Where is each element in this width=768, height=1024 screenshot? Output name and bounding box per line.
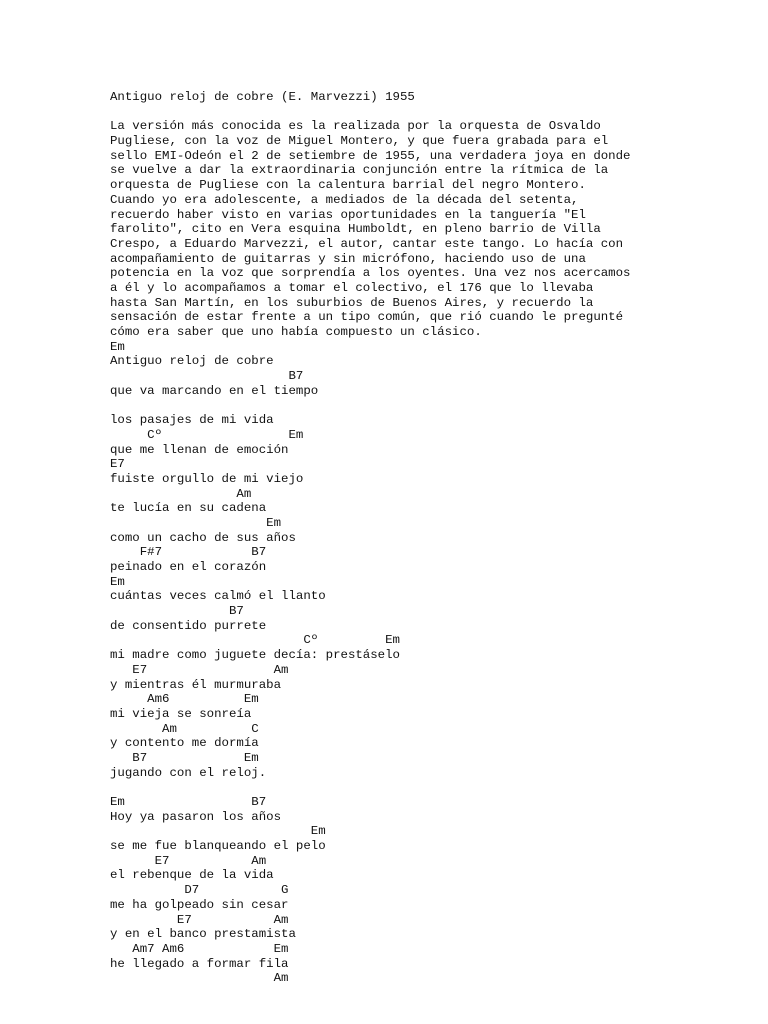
text-line: acompañamiento de guitarras y sin micrófono, haciendo uso de una xyxy=(110,251,586,266)
chord-line: F#7 B7 xyxy=(110,545,267,560)
chord-line: Em xyxy=(110,824,326,839)
text-line: los pasajes de mi vida xyxy=(110,413,274,428)
text-line: mi vieja se sonreía xyxy=(110,706,252,721)
text-line: orquesta de Pugliese con la calentura barrial del negro Montero. xyxy=(110,178,586,193)
chord-line: Am6 Em xyxy=(110,692,259,707)
blank-line xyxy=(110,398,760,413)
lyrics-document xyxy=(110,90,760,986)
text-line: potencia en la voz que sorprendía a los oyentes. Una vez nos acercamos xyxy=(110,266,631,281)
text-line: te lucía en su cadena xyxy=(110,501,267,516)
text-line: como un cacho de sus años xyxy=(110,530,296,545)
chord-line: E7 Am xyxy=(110,912,289,927)
chord-line: E7 Am xyxy=(110,662,289,677)
text-line: y mientras él murmuraba xyxy=(110,677,282,692)
text-line: el rebenque de la vida xyxy=(110,868,274,883)
blank-line xyxy=(110,105,760,120)
chord-line: Am C xyxy=(110,721,259,736)
chord-line: Am7 Am6 Em xyxy=(110,941,289,956)
chord-line: Cº Em xyxy=(110,633,400,648)
text-line: sensación de estar frente a un tipo común, que rió cuando le pregunté xyxy=(110,310,624,325)
text-line: farolito", cito en Vera esquina Humboldt, en pleno barrio de Villa xyxy=(110,222,601,237)
text-line: mi madre como juguete decía: prestáselo xyxy=(110,648,400,663)
chord-line: Em xyxy=(110,515,282,530)
text-line: Pugliese, con la voz de Miguel Montero, y que fuera grabada para el xyxy=(110,134,609,149)
text-line: que va marcando en el tiempo xyxy=(110,383,319,398)
chord-line: D7 G xyxy=(110,883,289,898)
text-line: y en el banco prestamista xyxy=(110,927,296,942)
text-line: La versión más conocida es la realizada por la orquesta de Osvaldo xyxy=(110,119,601,134)
text-line: de consentido purrete xyxy=(110,618,267,633)
chord-line: E7 xyxy=(110,457,125,472)
chord-line: Em xyxy=(110,339,125,354)
chord-line: Em xyxy=(110,574,125,589)
text-line: cuántas veces calmó el llanto xyxy=(110,589,326,604)
text-line: cómo era saber que uno había compuesto un clásico. xyxy=(110,325,482,339)
text-line: fuiste orgullo de mi viejo xyxy=(110,471,304,486)
text-line: y contento me dormía xyxy=(110,736,259,751)
text-line: recuerdo haber visto en varias oportunidades en la tanguería "El xyxy=(110,207,586,222)
chord-line: Cº Em xyxy=(110,427,304,442)
text-line: que me llenan de emoción xyxy=(110,442,289,457)
chord-line: B7 xyxy=(110,369,304,384)
chord-line: Am xyxy=(110,486,252,501)
text-line: se vuelve a dar la extraordinaria conjunción entre la rítmica de la xyxy=(110,163,609,178)
text-line: a él y lo acompañamos a tomar el colectivo, el 176 que lo llevaba xyxy=(110,280,594,295)
chord-line: Em B7 xyxy=(110,795,267,809)
chord-line: B7 Em xyxy=(110,750,259,765)
text-line: jugando con el reloj. xyxy=(110,765,267,780)
text-line: Crespo, a Eduardo Marvezzi, el autor, cantar este tango. Lo hacía con xyxy=(110,236,624,251)
text-line: peinado en el corazón xyxy=(110,560,267,574)
text-line: me ha golpeado sin cesar xyxy=(110,897,289,912)
chord-line: B7 xyxy=(110,604,244,619)
text-line: Antiguo reloj de cobre xyxy=(110,354,274,369)
text-line: Hoy ya pasaron los años xyxy=(110,809,282,824)
text-line: Cuando yo era adolescente, a mediados de la década del setenta, xyxy=(110,192,579,207)
chord-line: Am xyxy=(110,971,289,986)
text-line: sello EMI-Odeón el 2 de setiembre de 1955, una verdadera joya en donde xyxy=(110,148,631,163)
document-title: Antiguo reloj de cobre (E. Marvezzi) 1955 xyxy=(110,90,415,104)
chord-line: E7 Am xyxy=(110,853,267,868)
blank-line xyxy=(110,780,760,795)
text-line: se me fue blanqueando el pelo xyxy=(110,839,326,854)
text-line: he llegado a formar fila xyxy=(110,956,289,971)
text-line: hasta San Martín, en los suburbios de Buenos Aires, y recuerdo la xyxy=(110,295,594,310)
